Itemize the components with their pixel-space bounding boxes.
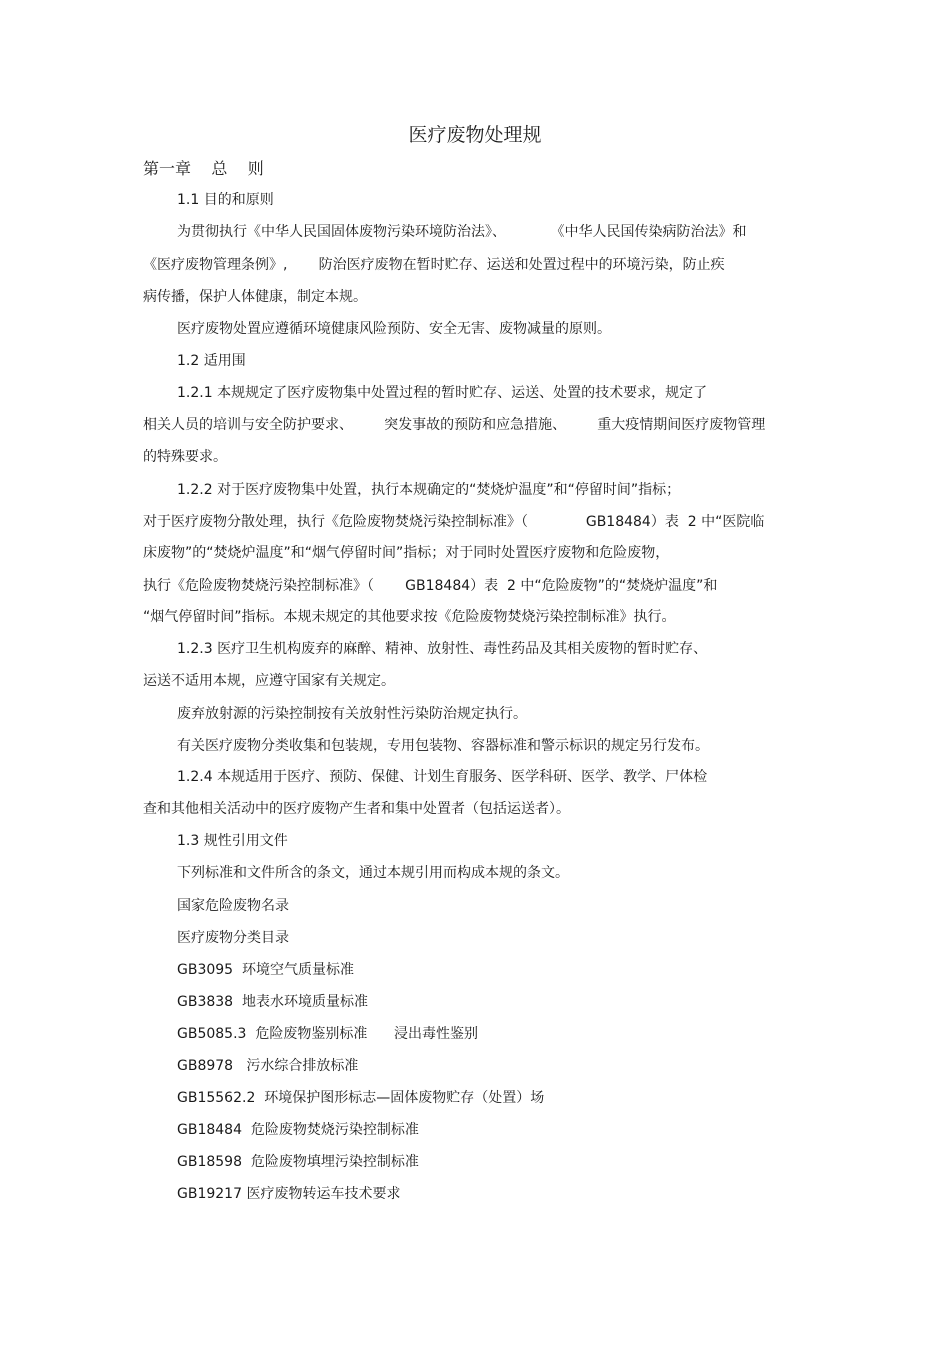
paragraph-line: 查和其他相关活动中的医疗废物产生者和集中处置者（包括运送者）。 — [143, 801, 570, 817]
reference-item: GB15562.2 环境保护图形标志—固体废物贮存（处置）场 — [177, 1090, 545, 1106]
reference-item: GB18484 危险废物焚烧污染控制标准 — [177, 1122, 419, 1138]
reference-item: GB18598 危险废物填埋污染控制标准 — [177, 1154, 419, 1170]
paragraph-line: 病传播，保护人体健康，制定本规。 — [143, 289, 367, 305]
paragraph-line: 相关人员的培训与安全防护要求、 突发事故的预防和应急措施、 重大疫情期间医疗废物管理 — [143, 417, 766, 433]
reference-item: GB8978 污水综合排放标准 — [177, 1058, 359, 1074]
paragraph-line: 有关医疗废物分类收集和包装规，专用包装物、容器标准和警示标识的规定另行发布。 — [177, 738, 709, 754]
paragraph-line: 1.2.1 本规规定了医疗废物集中处置过程的暂时贮存、运送、处置的技术要求，规定了 — [177, 385, 708, 401]
reference-item: GB19217 医疗废物转运车技术要求 — [177, 1186, 401, 1202]
paragraph-line: 为贯彻执行《中华人民国固体废物污染环境防治法》、 《中华人民国传染病防治法》和 — [177, 224, 747, 240]
reference-item: 医疗废物分类目录 — [177, 930, 289, 946]
document-title: 医疗废物处理规 — [408, 124, 542, 146]
paragraph-line: 废弃放射源的污染控制按有关放射性污染防治规定执行。 — [177, 706, 527, 722]
paragraph-line: 执行《危险废物焚烧污染控制标准》（ GB18484）表 2 中“危险废物”的“焚烧炉温度”和 — [143, 578, 718, 594]
paragraph-line: 下列标准和文件所含的条文，通过本规引用而构成本规的条文。 — [177, 865, 569, 881]
reference-item: GB5085.3 危险废物鉴别标准 浸出毒性鉴别 — [177, 1026, 479, 1042]
chapter-heading: 第一章 总 则 — [143, 159, 264, 178]
paragraph-line: 的特殊要求。 — [143, 449, 227, 465]
paragraph-line: “烟气停留时间”指标。本规未规定的其他要求按《危险废物焚烧污染控制标准》执行。 — [143, 609, 676, 625]
section-heading: 1.1 目的和原则 — [177, 192, 274, 208]
reference-item: 国家危险废物名录 — [177, 898, 289, 914]
reference-item: GB3095 环境空气质量标准 — [177, 962, 354, 978]
paragraph-line: 运送不适用本规，应遵守国家有关规定。 — [143, 673, 395, 689]
paragraph-line: 床废物”的“焚烧炉温度”和“烟气停留时间”指标；对于同时处置医疗废物和危险废物， — [143, 545, 670, 561]
paragraph-line: 医疗废物处置应遵循环境健康风险预防、安全无害、废物减量的原则。 — [177, 321, 611, 337]
paragraph-line: 1.2.2 对于医疗废物集中处置，执行本规确定的“焚烧炉温度”和“停留时间”指标； — [177, 482, 681, 498]
section-heading: 1.3 规性引用文件 — [177, 833, 288, 849]
paragraph-line: 《医疗废物管理条例》, 防治医疗废物在暂时贮存、运送和处置过程中的环境污染，防止疾 — [143, 257, 725, 273]
paragraph-line: 1.2.4 本规适用于医疗、预防、保健、计划生育服务、医学科研、医学、教学、尸体检 — [177, 769, 708, 785]
paragraph-line: 1.2.3 医疗卫生机构废弃的麻醉、精神、放射性、毒性药品及其相关废物的暂时贮存、 — [177, 641, 708, 657]
reference-item: GB3838 地表水环境质量标准 — [177, 994, 368, 1010]
section-heading: 1.2 适用围 — [177, 353, 246, 369]
paragraph-line: 对于医疗废物分散处理，执行《危险废物焚烧污染控制标准》（ GB18484）表 2 中“医院临 — [143, 514, 765, 530]
